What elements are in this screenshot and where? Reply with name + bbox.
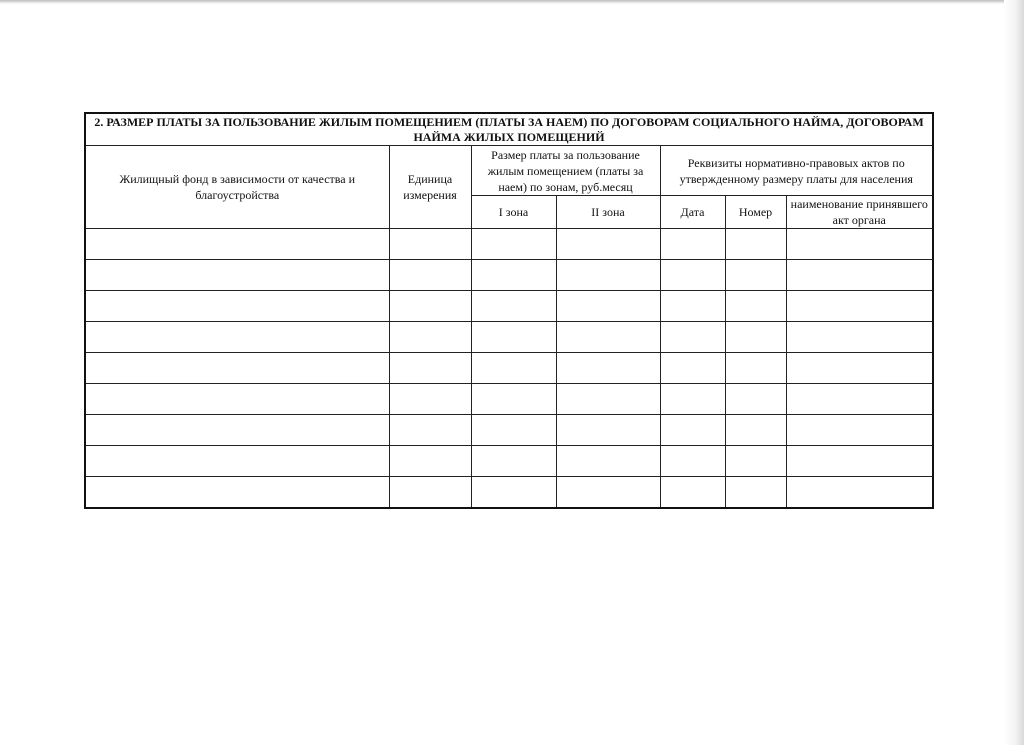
table-cell [471,384,556,415]
table-cell [85,229,389,260]
table-cell [786,260,933,291]
table-cell [85,446,389,477]
table-cell [389,229,471,260]
table-cell [471,322,556,353]
table-cell [389,291,471,322]
table-row [85,291,933,322]
table-cell [556,446,660,477]
header-number: Номер [725,196,786,229]
table-cell [725,291,786,322]
table-row [85,322,933,353]
table-row [85,229,933,260]
table-row [85,353,933,384]
table-cell [471,260,556,291]
table-cell [471,446,556,477]
table-cell [85,291,389,322]
table-cell [471,415,556,446]
table-cell [660,260,725,291]
header-date: Дата [660,196,725,229]
table-cell [725,446,786,477]
scan-top-edge [0,0,1024,4]
table-cell [660,384,725,415]
table-cell [389,322,471,353]
table-cell [786,291,933,322]
table-cell [660,291,725,322]
table-cell [725,353,786,384]
table-cell [786,229,933,260]
table-cell [725,229,786,260]
table-cell [786,322,933,353]
table-title: 2. РАЗМЕР ПЛАТЫ ЗА ПОЛЬЗОВАНИЕ ЖИЛЫМ ПОМЕЩЕНИЕМ (ПЛАТЫ ЗА НАЕМ) ПО ДОГОВОРАМ СОЦИАЛЬНОГО НАЙМА, ДОГОВОРАМ НАЙМА ЖИЛЫХ ПОМЕЩЕНИЙ [85,113,933,146]
table-cell [85,260,389,291]
table-cell [786,415,933,446]
table-cell [660,446,725,477]
table-cell [85,477,389,509]
table-cell [389,384,471,415]
table-cell [660,322,725,353]
table-cell [556,229,660,260]
table-cell [786,384,933,415]
header-zone2: II зона [556,196,660,229]
table-row [85,477,933,509]
table-cell [556,415,660,446]
table-cell [471,291,556,322]
header-housing-fund: Жилищный фонд в зависимости от качества и благоустройства [85,146,389,229]
table-cell [725,415,786,446]
header-authority: наименование принявшего акт органа [786,196,933,229]
table-cell [471,477,556,509]
table-cell [471,353,556,384]
fee-table [84,112,934,509]
header-fee-group: Размер платы за пользование жилым помещением (платы за наем) по зонам, руб.месяц [471,146,660,196]
table-cell [85,322,389,353]
table-cell [556,291,660,322]
table-cell [389,353,471,384]
table-cell [389,415,471,446]
table-cell [725,260,786,291]
table-row [85,446,933,477]
table-cell [660,229,725,260]
table-cell [556,322,660,353]
header-acts-group: Реквизиты нормативно-правовых актов по утвержденному размеру платы для населения [660,146,933,196]
table-cell [389,477,471,509]
table-row [85,384,933,415]
table-cell [556,477,660,509]
table-cell [725,322,786,353]
table-cell [786,446,933,477]
table-row [85,415,933,446]
table-row [85,260,933,291]
table-cell [556,384,660,415]
table-cell [85,384,389,415]
table-cell [556,353,660,384]
table-cell [660,477,725,509]
table-cell [85,415,389,446]
table-cell [725,384,786,415]
table-cell [389,446,471,477]
table-cell [660,353,725,384]
table-cell [660,415,725,446]
table-cell [725,477,786,509]
header-unit: Единица измерения [389,146,471,229]
table-cell [471,229,556,260]
table-cell [389,260,471,291]
table-cell [786,477,933,509]
table-cell [556,260,660,291]
header-zone1: I зона [471,196,556,229]
table-cell [85,353,389,384]
table-cell [786,353,933,384]
scan-right-edge [1004,0,1024,745]
